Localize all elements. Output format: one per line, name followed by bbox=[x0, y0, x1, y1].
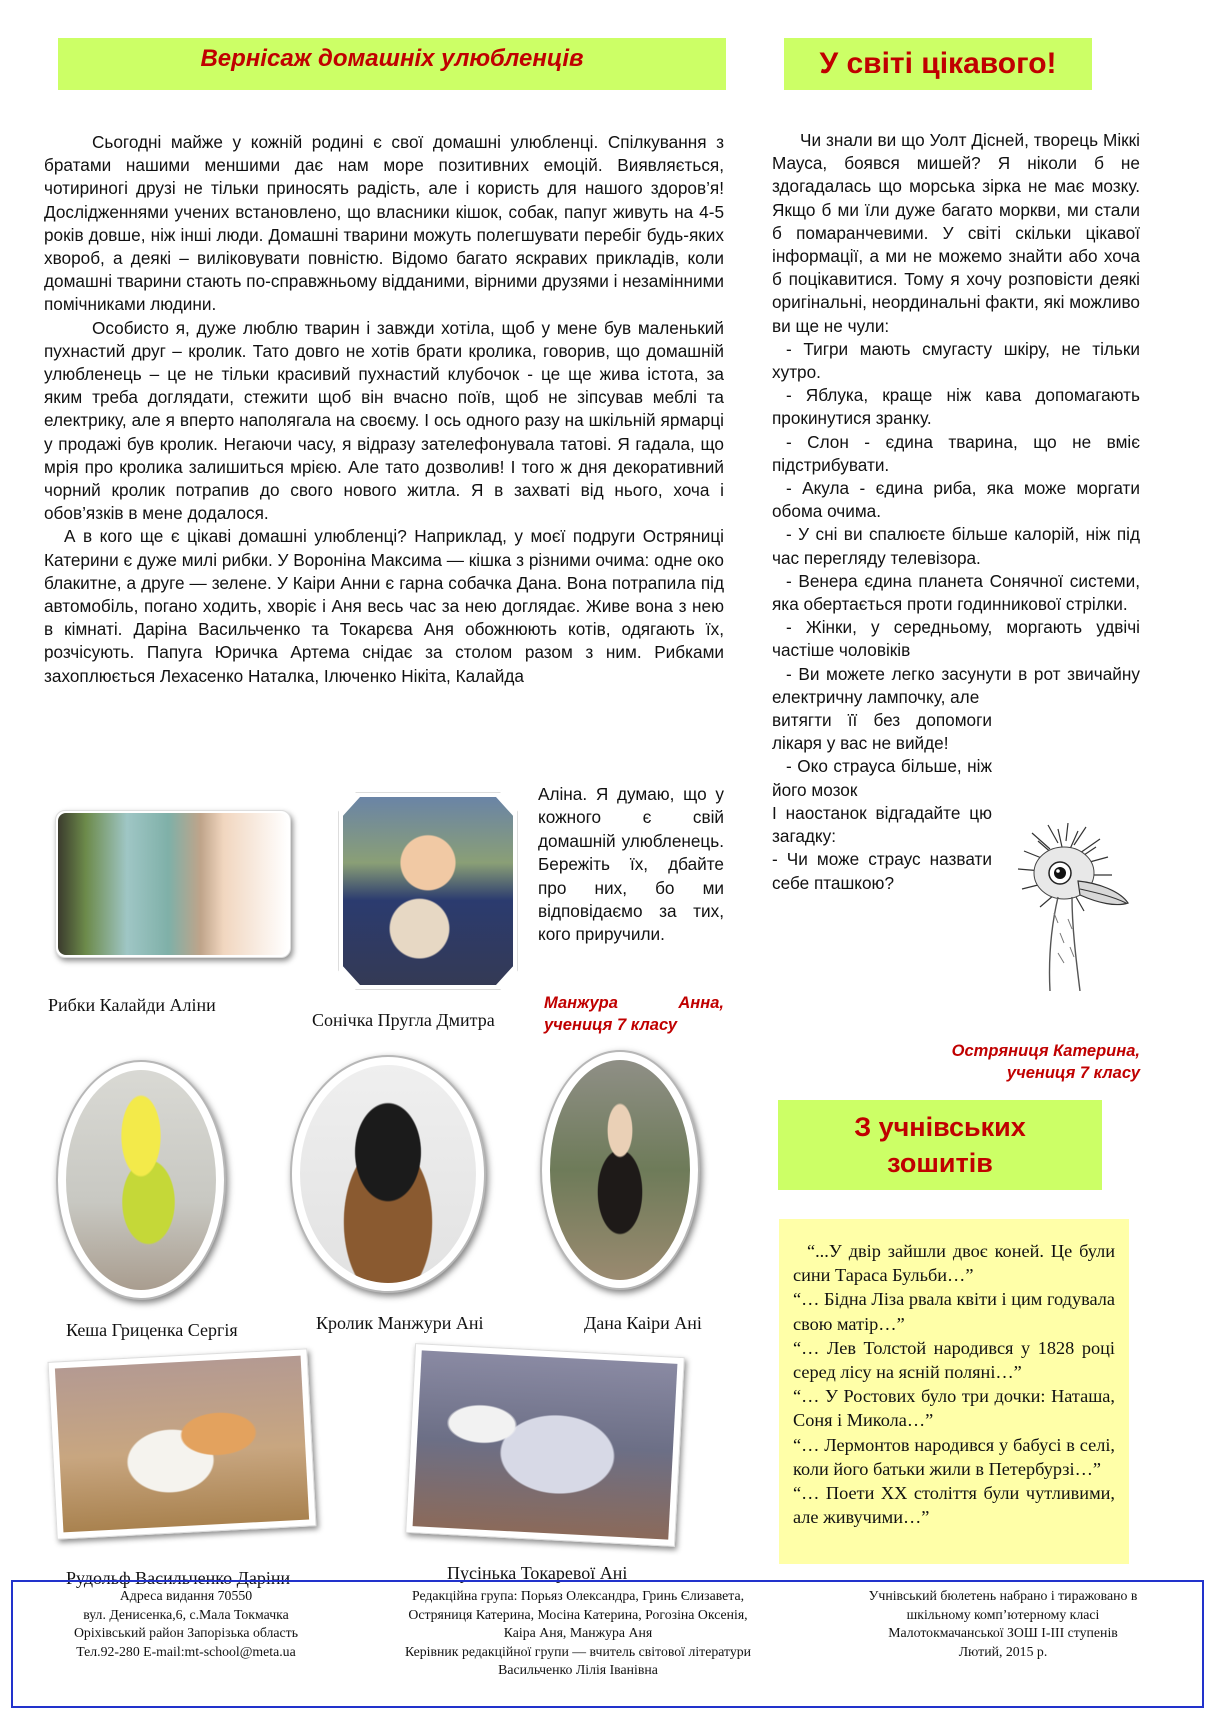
fact-item-continued: витягти її без допомоги лікаря у вас не вийде! bbox=[772, 710, 992, 754]
signature-grade: учениця 7 класу bbox=[1006, 1064, 1140, 1082]
footer-line: Малотокмачанської ЗОШ І-ІІІ ступенів bbox=[888, 1625, 1118, 1640]
fact-item: - Слон - єдина тварина, що не вміє підстрибувати. bbox=[772, 431, 1140, 475]
facts-article-body bbox=[772, 129, 1140, 895]
notebooks-title-line1: З учнівських bbox=[854, 1112, 1026, 1142]
boy-photo-caption: Сонічка Пругла Дмитра bbox=[312, 1010, 495, 1030]
footer-line: Адреса видання 70550 bbox=[119, 1588, 253, 1603]
fact-item: - Яблука, краще ніж кава допомагають прокинутися зранку. bbox=[772, 385, 1140, 429]
facts-intro: Чи знали ви що Уолт Дісней, творець Міккі Мауса, боявся мишей? Я ніколи б не здогадалась що морська зірка не має мозку. Якщо б ми їли дуже багато моркви, ми стали б помаранчевими. У світі скільки цікавої інформації, а ми не можемо знайти або хоча б поцікавитися. Тому я хочу розповісти деякі оригінальні, неординальні факти, які можливо ви ще не чули: bbox=[772, 130, 1140, 336]
student-quote: “… Лев Толстой народився у 1828 році серед лісу на ясній поляні…” bbox=[793, 1337, 1115, 1383]
signature-surname: Манжура bbox=[544, 994, 618, 1012]
student-quote: “… Лермонтов народився у бабусі в селі, коли його батьки жили в Петербурзі…” bbox=[793, 1434, 1115, 1479]
dog-dana-photo bbox=[540, 1050, 700, 1290]
fact-item: - Ви можете легко засунути в рот звичайну електричну лампочку, але bbox=[772, 663, 1140, 707]
article-title-notebooks bbox=[778, 1100, 1102, 1190]
student-quote: “… Бідна Ліза рвала квіти і цим годувала свою матір…” bbox=[793, 1289, 1115, 1334]
pets-paragraph: Особисто я, дуже люблю тварин і завжди хотіла, щоб у мене був маленький пухнастий друг – кролик. Тато довго не хотів брати кролика, говорив, що домашній улюбленець – це не тільки красивий пухнастий клубочок - це ще жива істота, за яким треба доглядати, стежити щоб він вчасно поїв, щоб не зіпсував меблі та електрику, але я вперто наполягала на своєму. І ось одного разу на шкільній ярмарці у продажі був кролик. Негаючи часу, я відразу зателефонувала татові. Я гадала, що мрія про кролика залишиться мрією. Але тато дозволив! І того ж дня декоративний чорний кролик потрапив до свого нового житла. Я в захваті від нього, хоча і обов’язків в мене додалося. bbox=[44, 317, 724, 524]
footer-line: Лютий, 2015 р. bbox=[958, 1643, 1048, 1659]
parrot-photo-caption: Кеша Гриценка Сергія bbox=[66, 1320, 238, 1340]
pets-article-body bbox=[44, 131, 724, 688]
footer-line: Керівник редакційної групи — вчитель світової літератури bbox=[404, 1643, 752, 1659]
footer-line: Васильченко Лілія Іванівна bbox=[498, 1662, 658, 1677]
student-quotes-box bbox=[779, 1219, 1129, 1564]
signature-name: Остряниця Катерина, bbox=[951, 1042, 1140, 1060]
rabbit-photo bbox=[290, 1055, 486, 1293]
cat-pusya-photo bbox=[405, 1343, 685, 1547]
footer-line: вул. Денисенка,6, с.Мала Токмачка bbox=[83, 1606, 289, 1622]
boy-with-dog-photo bbox=[338, 792, 518, 990]
pusya-photo-caption: Пусінька Токаревої Ані bbox=[447, 1563, 628, 1583]
footer-line: Тел.92-280 E-mail:mt-school@meta.ua bbox=[76, 1643, 296, 1659]
pets-article-signature bbox=[544, 992, 724, 1036]
rudolf-photo-caption: Рудольф Васильченко Даріни bbox=[66, 1568, 291, 1588]
footer-line: Учнівський бюлетень набрано і тиражовано в bbox=[868, 1588, 1138, 1603]
fact-item: - Венера єдина планета Сонячної системи, яка обертається проти годинникової стрілки. bbox=[772, 570, 1140, 615]
footer-editorial-team bbox=[353, 1587, 803, 1680]
signature-grade: учениця 7 класу bbox=[544, 1016, 678, 1034]
pets-paragraph: Сьогодні майже у кожній родині є свої домашні улюбленці. Спілкування з братами нашими меншими дає нам море позитивних емоцій. Виявляється, чотириногі друзі не тільки приносять радість, але і користь для нашого здоров’я! Дослідженнями учених встановлено, що власники кішок, собак, папуг живуть на 4-5 років довше, ніж інші люди. Домашні тварини можуть полегшувати перебіг будь-яких хвороб, а деякі – виліковувати повністю. Відомо багато яскравих прикладів, коли домашні тварини стають по-справжньому відданими, вірними друзями і незамінними помічниками людини. bbox=[44, 132, 724, 315]
student-quote: “...У двір зайшли двоє коней. Це були сини Тараса Бульби…” bbox=[793, 1241, 1115, 1286]
publication-footer bbox=[11, 1580, 1204, 1708]
riddle-intro: І наостанок відгадайте цю загадку: bbox=[772, 802, 992, 847]
student-quote: “… У Ростових було три дочки: Наташа, Соня і Микола…” bbox=[793, 1386, 1115, 1431]
signature-firstname: Анна, bbox=[678, 994, 724, 1012]
ostrich-illustration bbox=[988, 823, 1138, 991]
fact-item: - Акула - єдина риба, яка може моргати обома очима. bbox=[772, 478, 1140, 522]
pets-paragraph: А в кого ще є цікаві домашні улюбленці? Наприклад, у моєї подруги Остряниці Катерини є дуже милі рибки. У Вороніна Максима — кішка з різними очима: одне око блакитне, а друге — зелене. У Каіри Анни є гарна собачка Дана. Вона потрапила під автомобіль, погано ходить, хворіє і Аня весь час за нею доглядає. Живе вона з нею в кімнаті. Даріна Васильченко та Токарєва Аня обожнюють котів, одягають їх, розчісують. Папуга Юричка Артема снідає за столом разом з ним. Рибками захоплюється Лехасенко Наталка, Ілюченко Нікіта, Калайда bbox=[44, 526, 724, 686]
riddle-question: - Чи може страус назвати себе пташкою? bbox=[772, 849, 992, 893]
fact-item: - Око страуса більше, ніж його мозок bbox=[772, 756, 992, 800]
fact-item: - У сні ви спалюєте більше калорій, ніж під час перегляду телевізора. bbox=[772, 524, 1140, 568]
facts-article-signature bbox=[800, 1040, 1140, 1084]
student-quote: “… Поети ХХ століття були чутливими, але живучими…” bbox=[793, 1483, 1115, 1528]
fact-item: - Тигри мають смугасту шкіру, не тільки хутро. bbox=[772, 338, 1140, 383]
cat-rudolf-photo bbox=[48, 1348, 317, 1539]
footer-line: Редакційна група: Порьяз Олександра, Гринь Єлизавета, bbox=[411, 1588, 745, 1603]
article-title-pets: Вернісаж домашніх улюбленців bbox=[58, 38, 726, 90]
fact-item: - Жінки, у середньому, моргають удвічі частіше чоловіків bbox=[772, 617, 1140, 661]
footer-print-info bbox=[813, 1587, 1193, 1661]
parrot-photo bbox=[56, 1060, 226, 1300]
pets-article-tail: Аліна. Я думаю, що у кожного є свій домашній улюбленець. Бережіть їх, дбайте про них, бо ми відповідаємо за тих, кого приручили. bbox=[538, 784, 724, 945]
footer-line: Каіра Аня, Манжура Аня bbox=[503, 1625, 653, 1640]
footer-line: Остряниця Катерина, Мосіна Катерина, Рогозіна Оксенія, bbox=[408, 1606, 748, 1622]
notebooks-title-line2: зошитів bbox=[887, 1148, 993, 1178]
dana-photo-caption: Дана Каіри Ані bbox=[584, 1313, 702, 1333]
article-title-interesting: У світі цікавого! bbox=[784, 38, 1092, 90]
footer-address bbox=[27, 1587, 345, 1661]
footer-line: шкільному комп’ютерному класі bbox=[906, 1606, 1100, 1622]
rabbit-photo-caption: Кролик Манжури Ані bbox=[316, 1313, 484, 1333]
footer-line: Оріхівський район Запорізька область bbox=[73, 1625, 299, 1640]
fish-photo bbox=[55, 810, 291, 958]
fish-photo-caption: Рибки Калайди Аліни bbox=[48, 995, 216, 1015]
